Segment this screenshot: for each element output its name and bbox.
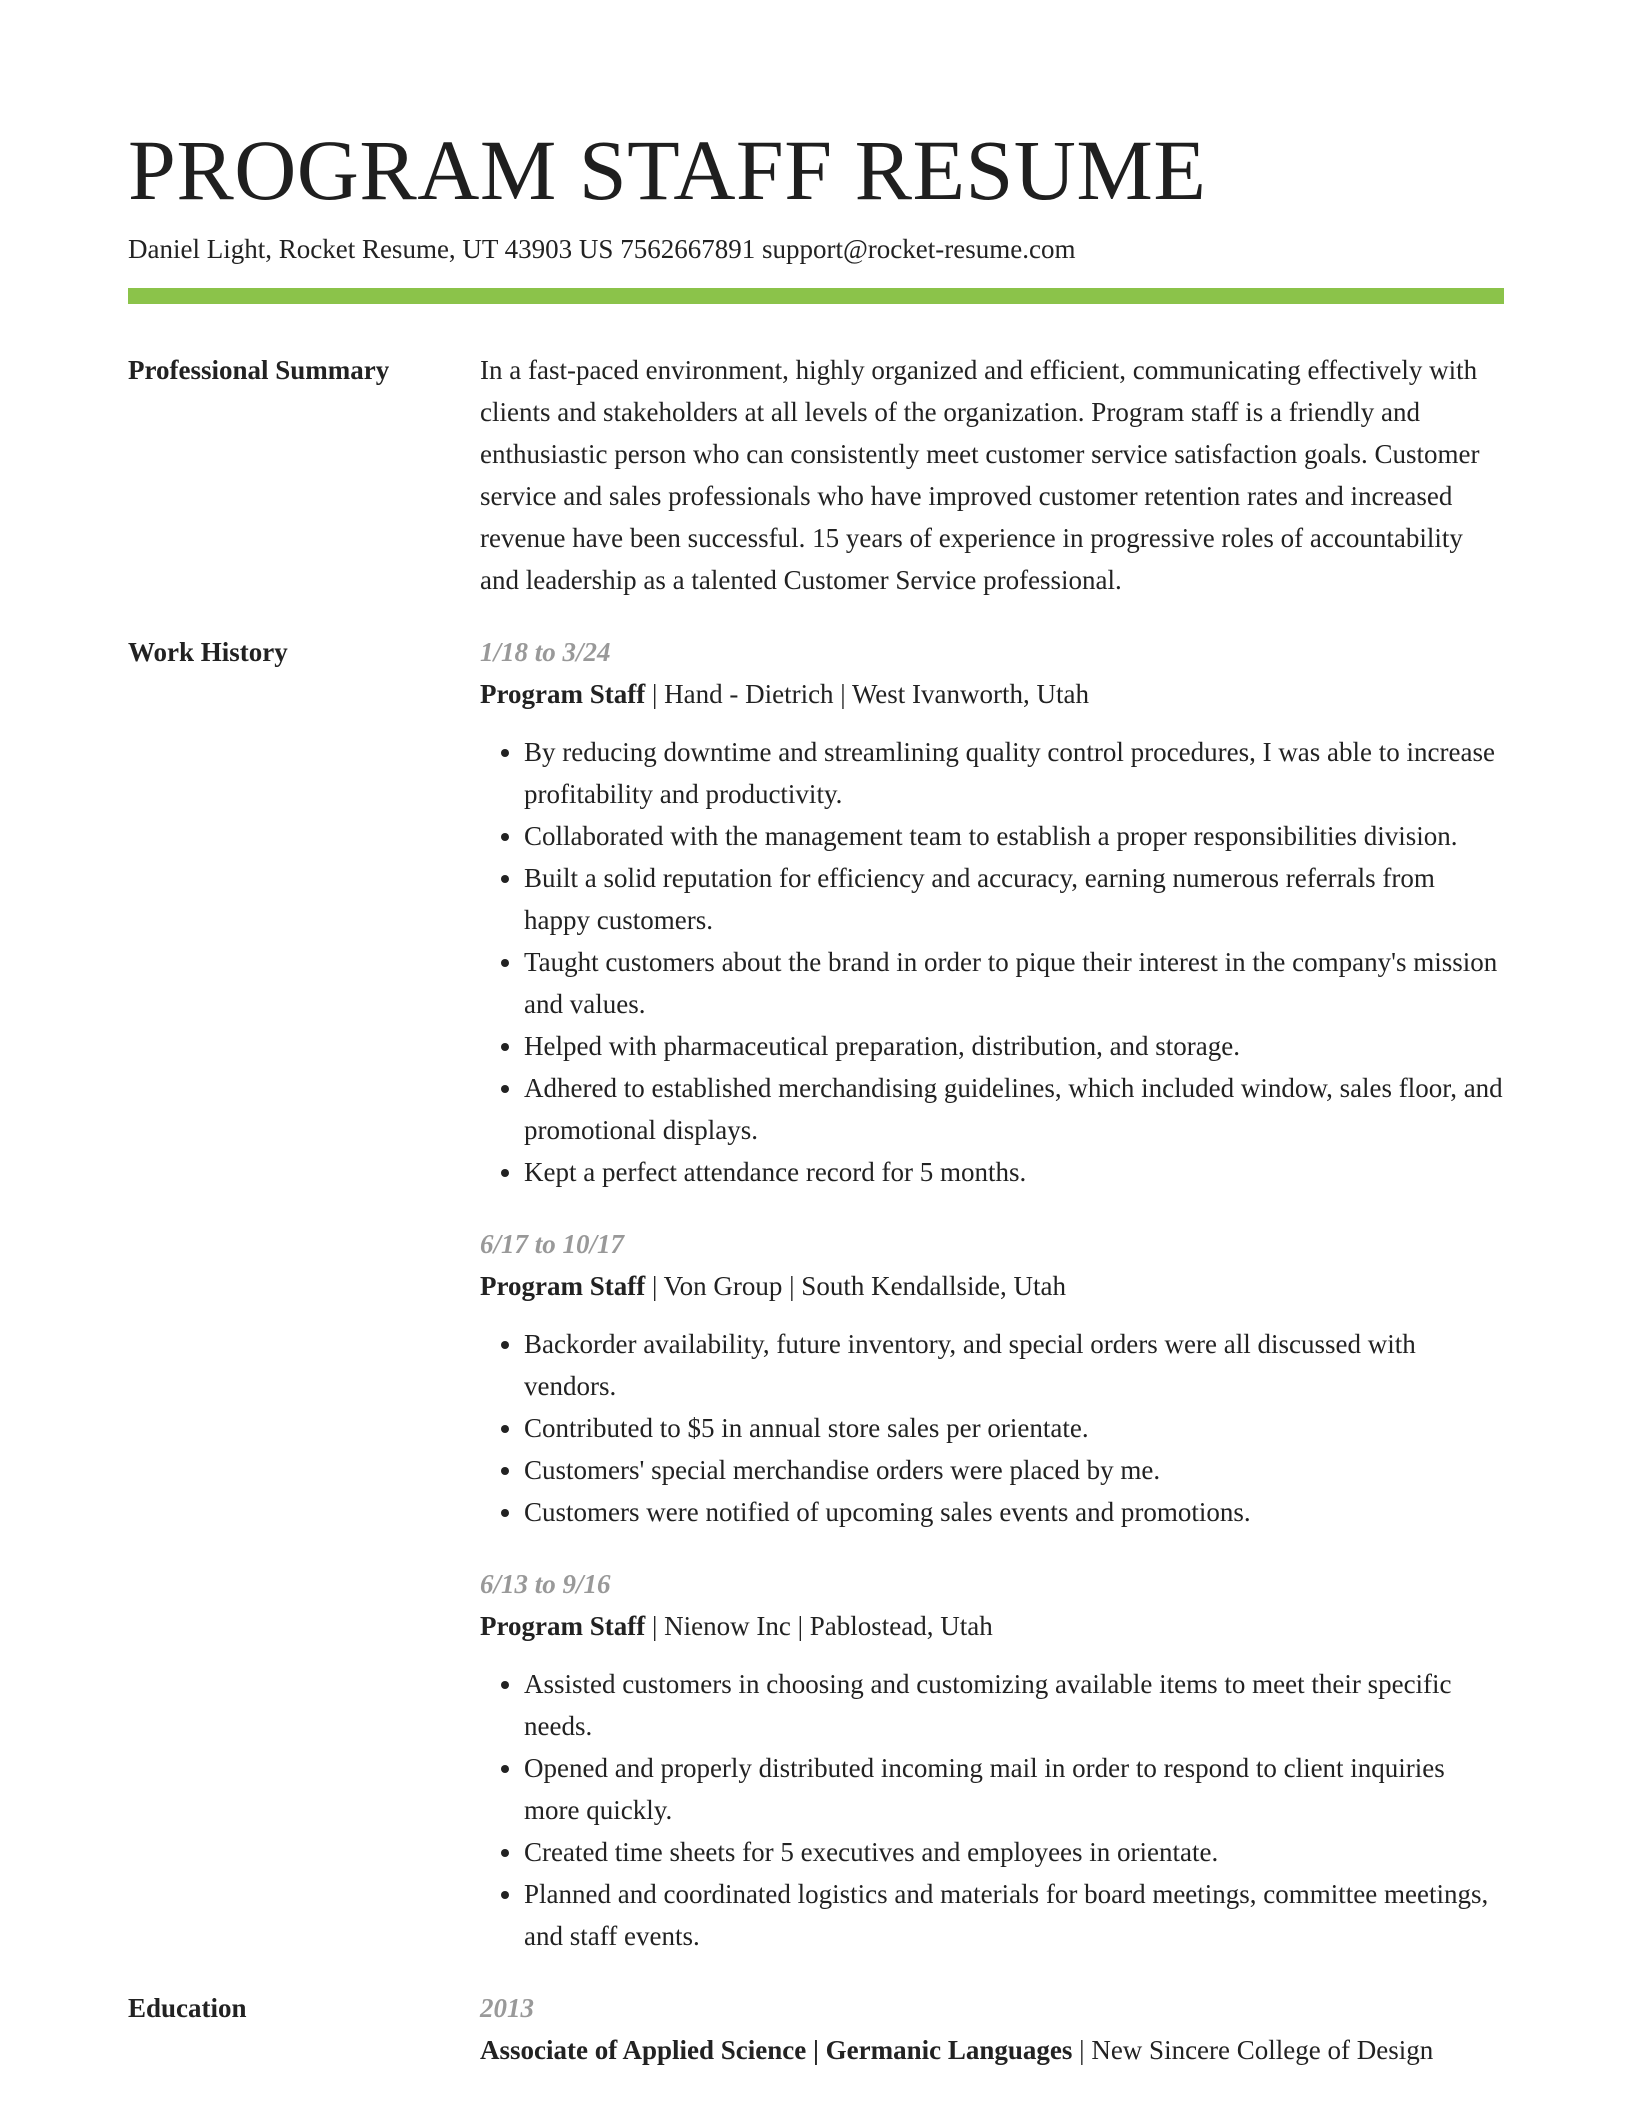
job-company-location: | Von Group | South Kendallside, Utah (645, 1271, 1067, 1301)
job-bullet: • Contributed to $5 in annual store sales per orientate. (524, 1407, 1504, 1449)
resume-title: PROGRAM STAFF RESUME (128, 122, 1207, 218)
job-dates: 6/13 to 9/16 (480, 1569, 611, 1599)
job-entry (480, 631, 1504, 1193)
job-bullet: • Built a solid reputation for efficiency and accuracy, earning numerous referrals from happy customers. (524, 857, 1504, 941)
header-divider (128, 288, 1504, 304)
job-bullet: • Backorder availability, future inventory, and special orders were all discussed with vendors. (524, 1323, 1504, 1407)
summary-body (480, 349, 1504, 601)
resume-page (128, 120, 1504, 2071)
job-bullet: • Collaborated with the management team to establish a proper responsibilities division. (524, 815, 1504, 857)
job-bullet-list (480, 731, 1504, 1193)
job-heading (480, 1605, 1504, 1647)
education-degree: Associate of Applied Science | Germanic Languages (480, 2035, 1073, 2065)
job-bullet: • Adhered to established merchandising guidelines, which included window, sales floor, and promotional displays. (524, 1067, 1504, 1151)
education-school: | New Sincere College of Design (1072, 2035, 1434, 2065)
job-entry (480, 1563, 1504, 1957)
section-label-summary: Professional Summary (128, 355, 390, 385)
job-bullet: • Customers were notified of upcoming sales events and promotions. (524, 1491, 1504, 1533)
section-label-education: Education (128, 1993, 247, 2023)
work-history-body (480, 631, 1504, 1957)
job-bullet: • Planned and coordinated logistics and materials for board meetings, committee meetings, and staff events. (524, 1873, 1504, 1957)
contact-info: Daniel Light, Rocket Resume, UT 43903 US 7562667891 support@rocket-resume.com (128, 234, 1076, 264)
job-bullet: • Kept a perfect attendance record for 5 months. (524, 1151, 1504, 1193)
job-bullet: • Helped with pharmaceutical preparation, distribution, and storage. (524, 1025, 1504, 1067)
job-company-location: | Nienow Inc | Pablostead, Utah (645, 1611, 993, 1641)
job-bullet: • Created time sheets for 5 executives and employees in orientate. (524, 1831, 1504, 1873)
section-label-work-history: Work History (128, 637, 288, 667)
education-year: 2013 (480, 1993, 534, 2023)
education-entry (480, 2029, 1504, 2071)
job-heading (480, 1265, 1504, 1307)
job-bullet: • By reducing downtime and streamlining quality control procedures, I was able to increase profitability and productivity. (524, 731, 1504, 815)
job-bullet: • Assisted customers in choosing and customizing available items to meet their specific needs. (524, 1663, 1504, 1747)
job-position: Program Staff (480, 1271, 646, 1301)
job-bullet: • Taught customers about the brand in order to pique their interest in the company's mission and values. (524, 941, 1504, 1025)
job-company-location: | Hand - Dietrich | West Ivanworth, Utah (645, 679, 1089, 709)
job-position: Program Staff (480, 679, 646, 709)
professional-summary-section (128, 349, 1504, 601)
job-position: Program Staff (480, 1611, 646, 1641)
education-body (480, 1987, 1504, 2071)
job-bullet-list (480, 1663, 1504, 1957)
job-entry (480, 1223, 1504, 1533)
job-bullet: • Customers' special merchandise orders were placed by me. (524, 1449, 1504, 1491)
summary-text: In a fast-paced environment, highly organized and efficient, communicating effectively with clients and stakeholders at all levels of the organization. Program staff is a friendly and enthusiastic person who can consistently meet customer service satisfaction goals. Customer service and sales professionals who have improved customer retention rates and increased revenue have been successful. 15 years of experience in progressive roles of accountability and leadership as a talented Customer Service professional. (480, 355, 1480, 595)
work-history-section (128, 631, 1504, 1957)
job-bullet: • Opened and properly distributed incoming mail in order to respond to client inquiries more quickly. (524, 1747, 1504, 1831)
job-heading (480, 673, 1504, 715)
job-dates: 6/17 to 10/17 (480, 1229, 625, 1259)
education-section (128, 1987, 1504, 2071)
job-dates: 1/18 to 3/24 (480, 637, 611, 667)
job-bullet-list (480, 1323, 1504, 1533)
